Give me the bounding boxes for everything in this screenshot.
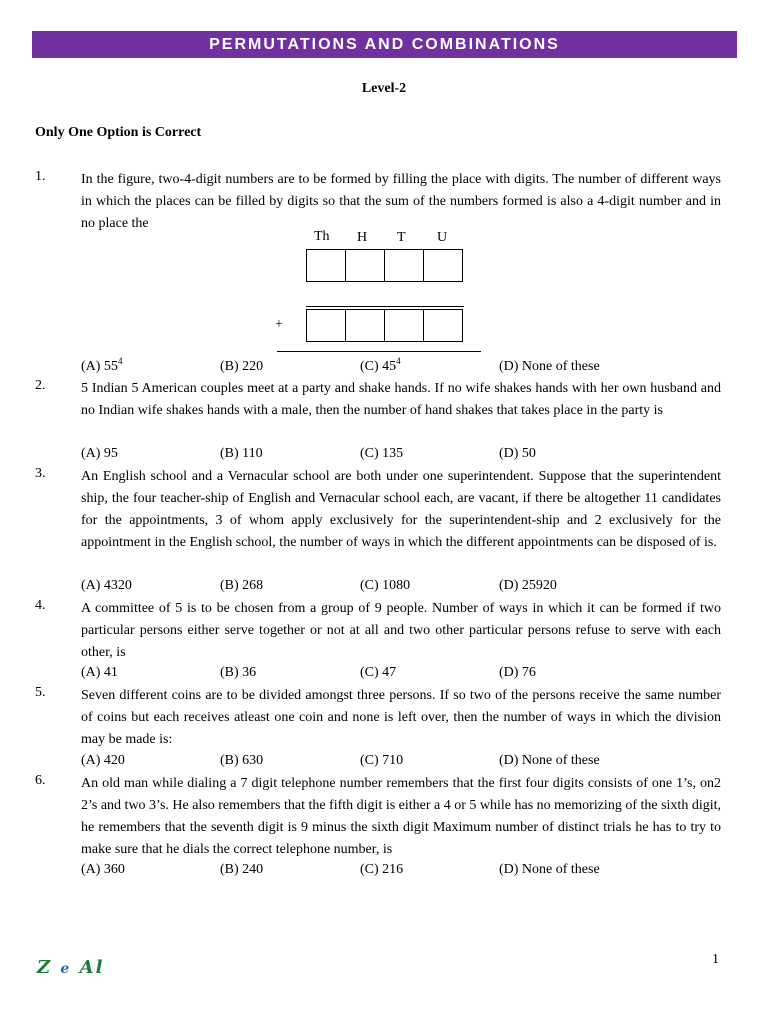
option-d[interactable]: (D) None of these bbox=[499, 753, 600, 768]
question-text: An English school and a Vernacular school are both under one superintendent. Suppose that the superintendent ship, the four teacher-ship of English and Vernacular school each, are vacant, if there be altogether 11 candidates for the appointments, 3 of whom apply exclusively for the superintendent-ship and 2 exclusively for the appointment in the English school, the number of ways in which the different appointments can be disposed of is. bbox=[81, 469, 721, 550]
sum-line bbox=[277, 351, 481, 352]
question-number: 4. bbox=[35, 598, 46, 613]
option-a[interactable]: (A) 95 bbox=[81, 446, 118, 461]
option-a[interactable]: (A) 420 bbox=[81, 753, 125, 768]
option-b[interactable]: (B) 220 bbox=[220, 359, 264, 374]
digit-box bbox=[384, 309, 424, 342]
question-text: A committee of 5 is to be chosen from a group of 9 people. Number of ways in which it can be formed if two particular persons either serve together or not at all and two other particular persons refuse to serve with each other, is bbox=[81, 601, 721, 660]
option-a[interactable]: (A) 41 bbox=[81, 665, 118, 680]
section-heading: Only One Option is Correct bbox=[35, 125, 202, 140]
option-b[interactable]: (B) 240 bbox=[220, 862, 264, 877]
question-number: 3. bbox=[35, 466, 46, 481]
question-number: 1. bbox=[35, 169, 46, 184]
page-header-bar bbox=[32, 31, 737, 58]
figure-label-h: H bbox=[357, 230, 368, 245]
option-c[interactable]: (C) 135 bbox=[360, 446, 404, 461]
level-heading: Level-2 bbox=[361, 81, 407, 96]
digit-box bbox=[306, 309, 346, 342]
option-b[interactable]: (B) 36 bbox=[220, 665, 257, 680]
zeal-logo bbox=[37, 957, 104, 978]
option-b[interactable]: (B) 630 bbox=[220, 753, 264, 768]
option-c-base: (C) 45 bbox=[360, 359, 397, 374]
digit-boxes-top bbox=[306, 249, 462, 282]
plus-sign: + bbox=[275, 317, 283, 332]
question-number: 5. bbox=[35, 685, 46, 700]
figure-label-th: Th bbox=[314, 229, 330, 244]
option-a-base: (A) 55 bbox=[81, 359, 118, 374]
option-c[interactable] bbox=[360, 356, 401, 375]
option-c[interactable]: (C) 710 bbox=[360, 753, 404, 768]
digit-box bbox=[345, 249, 385, 282]
logo-al: Al bbox=[79, 957, 105, 978]
logo-e: e bbox=[60, 961, 72, 977]
figure-divider bbox=[306, 306, 464, 307]
option-c-exponent: 4 bbox=[396, 356, 401, 366]
option-a-exponent: 4 bbox=[117, 356, 123, 366]
question-text: In the figure, two-4-digit numbers are to be formed by filling the place with digits. The number of different ways in which the places can be filled by digits so that the sum of the numbers formed is also a 4-digit number and in no place the bbox=[81, 172, 721, 231]
digit-box bbox=[306, 249, 346, 282]
question-text: 5 Indian 5 American couples meet at a party and shake hands. If no wife shakes hands with her own husband and no Indian wife shakes hands with a male, then the number of hand shakes that takes place in the party is bbox=[81, 381, 721, 418]
option-d[interactable]: (D) None of these bbox=[499, 359, 600, 374]
option-d[interactable]: (D) 25920 bbox=[499, 578, 557, 593]
option-c[interactable]: (C) 1080 bbox=[360, 578, 411, 593]
option-b[interactable]: (B) 110 bbox=[220, 446, 263, 461]
page-number: 1 bbox=[712, 952, 719, 967]
digit-boxes-bottom bbox=[306, 309, 462, 342]
digit-box bbox=[345, 309, 385, 342]
option-a[interactable]: (A) 360 bbox=[81, 862, 125, 877]
option-d[interactable]: (D) 76 bbox=[499, 665, 536, 680]
figure-label-u: U bbox=[437, 230, 448, 245]
option-c[interactable]: (C) 47 bbox=[360, 665, 397, 680]
digit-box bbox=[423, 249, 463, 282]
option-d[interactable]: (D) 50 bbox=[499, 446, 536, 461]
question-number: 6. bbox=[35, 773, 46, 788]
option-d[interactable]: (D) None of these bbox=[499, 862, 600, 877]
option-b[interactable]: (B) 268 bbox=[220, 578, 264, 593]
question-number: 2. bbox=[35, 378, 46, 393]
page-header-title: PERMUTATIONS AND COMBINATIONS bbox=[209, 35, 560, 53]
question-text: Seven different coins are to be divided amongst three persons. If so two of the persons receive the same number of coins but each receives atleast one coin and none is left over, then the number of ways in which the division may be made is: bbox=[81, 688, 721, 747]
option-a[interactable]: (A) 4320 bbox=[81, 578, 132, 593]
logo-z: Z bbox=[37, 957, 53, 978]
figure-label-t: T bbox=[397, 230, 406, 245]
option-a[interactable] bbox=[81, 356, 123, 375]
option-c[interactable]: (C) 216 bbox=[360, 862, 404, 877]
question-text: An old man while dialing a 7 digit telephone number remembers that the first four digits consists of one 1’s, on2 2’s and two 3’s. He also remembers that the fifth digit is either a 4 or 5 while has no memorizing of the sixth digit, he remembers that the seventh digit is 9 minus the sixth digit Maximum number of distinct trials he has to try to make sure that he dials the correct telephone number, is bbox=[81, 776, 721, 857]
digit-box bbox=[384, 249, 424, 282]
digit-box bbox=[423, 309, 463, 342]
